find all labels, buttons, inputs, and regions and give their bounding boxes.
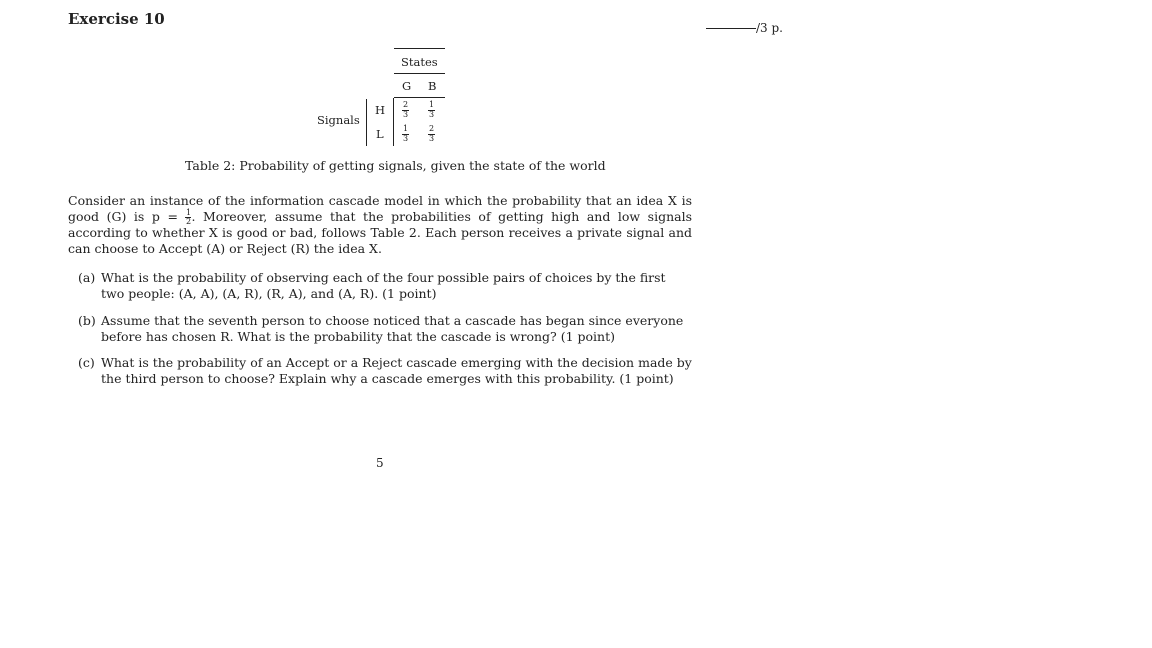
table-row-label-h: H: [375, 103, 386, 117]
fraction-denominator: 3: [402, 110, 409, 119]
question-text: What is the probability of an Accept or a Reject cascade emerging with the decision made by the third person to choose? Explain why a cascade emerges with this probability. (1 point): [101, 355, 692, 386]
table-caption: Table 2: Probability of getting signals, given the state of the world: [185, 158, 606, 173]
intro-line-1: Consider an instance of the information cascade model in which the probability that an idea X is good (G): [68, 193, 692, 224]
table-column-g: G: [402, 79, 412, 93]
question-text: Assume that the seventh person to choose noticed that a cascade has began since everyone before has chosen R. What is the probability that the cascade is wrong? (1 point): [101, 313, 684, 344]
fraction-denominator: 2: [185, 217, 192, 227]
table-row-label-l: L: [376, 127, 384, 141]
intro-line-4: (R) the idea X.: [290, 241, 382, 257]
intro-line-3: good or bad, follows Table 2. Each person receives a private signal and can choose to Accept (A) or Reject: [68, 225, 692, 257]
question-label: (c): [78, 355, 95, 370]
fraction-denominator: 3: [428, 110, 435, 119]
points-field: [706, 21, 783, 35]
table-row-header: Signals: [317, 113, 360, 127]
fraction-denominator: 3: [402, 134, 409, 143]
fraction-numerator: 2: [402, 100, 409, 109]
fraction-numerator: 1: [185, 208, 192, 218]
fraction-denominator: 3: [428, 134, 435, 143]
table-signals-rule: [366, 99, 367, 146]
table-cell-l-g: [402, 125, 409, 143]
table-top-rule: [394, 48, 445, 49]
intro-line-2-post: . Moreover, assume that the probabilities of getting high and low signals according to whether X is: [68, 208, 692, 241]
question-c: [78, 355, 692, 387]
question-text: What is the probability of observing each of the four possible pairs of choices by the first two people: (A, A), (A, R), (R, A), and (A, R). (1 point): [101, 270, 666, 301]
table-cell-h-b: [428, 101, 435, 119]
question-label: (a): [78, 270, 96, 285]
table-values-rule: [393, 98, 394, 146]
table-cell-h-g: [402, 101, 409, 119]
table-column-b: B: [428, 79, 437, 93]
question-label: (b): [78, 313, 96, 328]
question-b: [78, 313, 692, 345]
fraction-numerator: 1: [402, 124, 409, 133]
table-header-rule: [394, 97, 445, 98]
page-number: 5: [376, 456, 384, 470]
fraction-numerator: 2: [428, 124, 435, 133]
question-a: [78, 270, 692, 302]
table-mid-rule: [394, 73, 445, 74]
points-label: /3 p.: [756, 21, 783, 35]
points-blank-line: [706, 28, 756, 29]
fraction-numerator: 1: [428, 100, 435, 109]
intro-paragraph: [68, 193, 692, 257]
table-column-header: States: [401, 55, 438, 69]
exercise-title: Exercise 10: [68, 10, 165, 28]
table-cell-l-b: [428, 125, 435, 143]
intro-line-2-pre: is p =: [133, 208, 186, 224]
